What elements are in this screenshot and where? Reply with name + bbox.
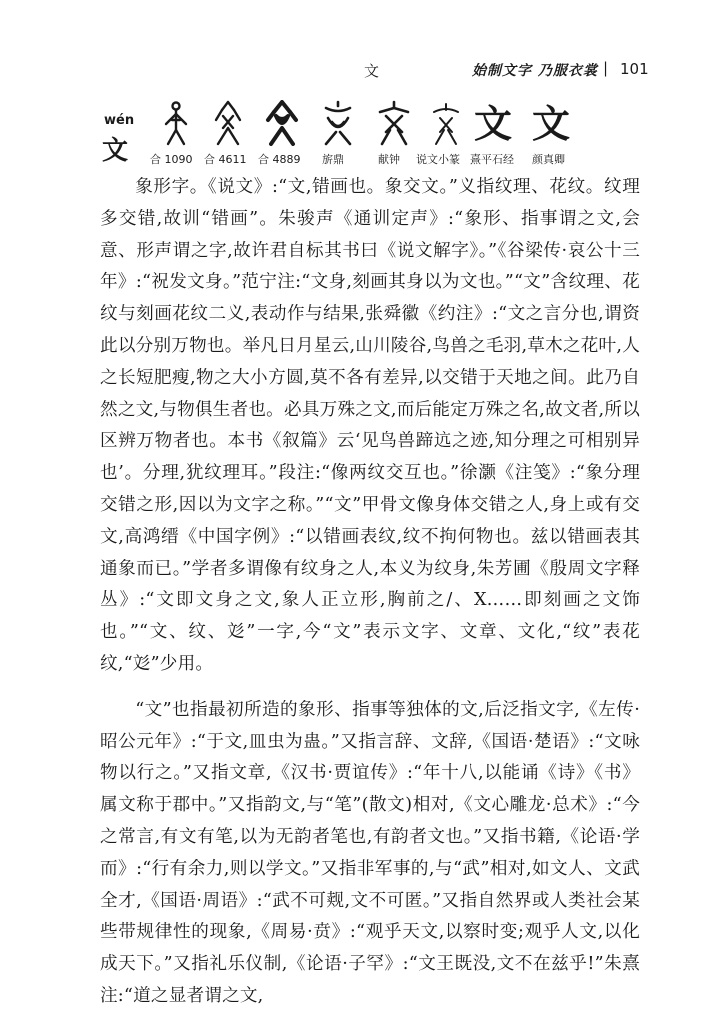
running-head-entry-char: 文 <box>364 62 380 80</box>
paragraph: “文”也指最初所造的象形、指事等独体的文,后泛指文字,《左传·昭公元年》:“于文,皿虫为蛊。”又指言辞、文辞,《国语·楚语》:“文咏物以行之。”又指文章,《汉书·贾谊传》:“年十八,以能诵《诗》《书》属文称于郡中。”又指韵文,与“笔”(散文)相对,《文心雕龙·总术》:“今之常言,有文有笔,以为无韵者笔也,有韵者文也。”又指书籍,《论语·学而》:“行有余力,则以学文。”又指非军事的,与“武”相对,如文人、文武全才,《国语·周语》:“武不可觌,文不可匿。”又指自然界或人类社会某些带规律性的现象,《周易·贲》:“观乎天文,以察时变;观乎人文,以化成天下。”又指礼乐仪制,《论语·子罕》:“文王既没,文不在兹乎!”朱熹注:“道之显者谓之文, <box>100 699 640 1006</box>
glyph-label: 献钟 <box>378 153 400 166</box>
bronze-inscription-figure-cross-mark-icon <box>368 100 420 146</box>
bronze-inscription-figure-heart-mark-icon <box>312 100 364 146</box>
regular-script-glyph: 文 <box>532 101 571 146</box>
entry-character: 文 <box>102 136 129 166</box>
oracle-bone-human-figure-plain-icon <box>150 100 202 146</box>
small-seal-script-figure-icon <box>420 100 472 146</box>
glyph-label: 合 4611 <box>204 153 247 166</box>
glyph-label: 旂鼎 <box>322 153 344 166</box>
glyph-label: 熹平石经 <box>470 153 514 166</box>
running-head-separator: | <box>603 59 609 77</box>
running-head <box>0 58 709 86</box>
clerical-script-glyph: 文 <box>474 101 513 146</box>
entry-body <box>100 172 640 1013</box>
glyph-evolution-row <box>150 100 590 170</box>
oracle-bone-human-figure-x-mark-icon <box>202 100 254 146</box>
glyph-label: 合 4889 <box>258 153 301 166</box>
page-number: 101 <box>620 60 649 78</box>
paragraph: 象形字。《说文》:“文,错画也。象交文。”义指纹理、花纹。纹理多交错,故训“错画”。朱骏声《通训定声》:“象形、指事谓之文,会意、形声谓之字,故许君自标其书曰《说文解字》。”《谷梁传·哀公十三年》:“祝发文身。”范宁注:“文身,刻画其身以为文也。”“文”含纹理、花纹与刻画花纹二义,表动作与结果,张舜徽《约注》:“文之言分也,谓资此以分别万物也。举凡日月星云,山川陵谷,鸟兽之毛羽,草木之花叶,人之长短肥瘦,物之大小方圆,莫不各有差异,以交错于天地之间。此乃自然之文,与物俱生者也。必具万殊之文,而后能定万殊之名,故文者,所以区辨万物者也。本书《叙篇》云‘见鸟兽蹄迒之迹,知分理之可相别异也’。分理,犹纹理耳。”段注:“像两纹交互也。”徐灏《注笺》:“象分理交错之形,因以为文字之称。”“文”甲骨文像身体交错之人,身上或有交文,高鸿缙《中国字例》:“以错画表纹,纹不拘何物也。兹以错画表其通象而已。”学者多谓像有纹身之人,本义为纹身,朱芳圃《殷周文字释丛》:“文即文身之文,象人正立形,胸前之/、X……即刻画之文饰也。”“文、纹、彣”一字,今“文”表示文字、文章、文化,“纹”表花纹,“彣”少用。 <box>100 177 640 674</box>
entry-pinyin: wén <box>104 113 135 128</box>
glyph-label: 颜真卿 <box>532 153 565 166</box>
oracle-bone-human-figure-heart-mark-icon <box>256 100 308 146</box>
glyph-label: 合 1090 <box>150 153 193 166</box>
glyph-label: 说文小篆 <box>416 153 460 166</box>
running-head-section-title: 始制文字 乃服衣裳 <box>472 63 598 79</box>
